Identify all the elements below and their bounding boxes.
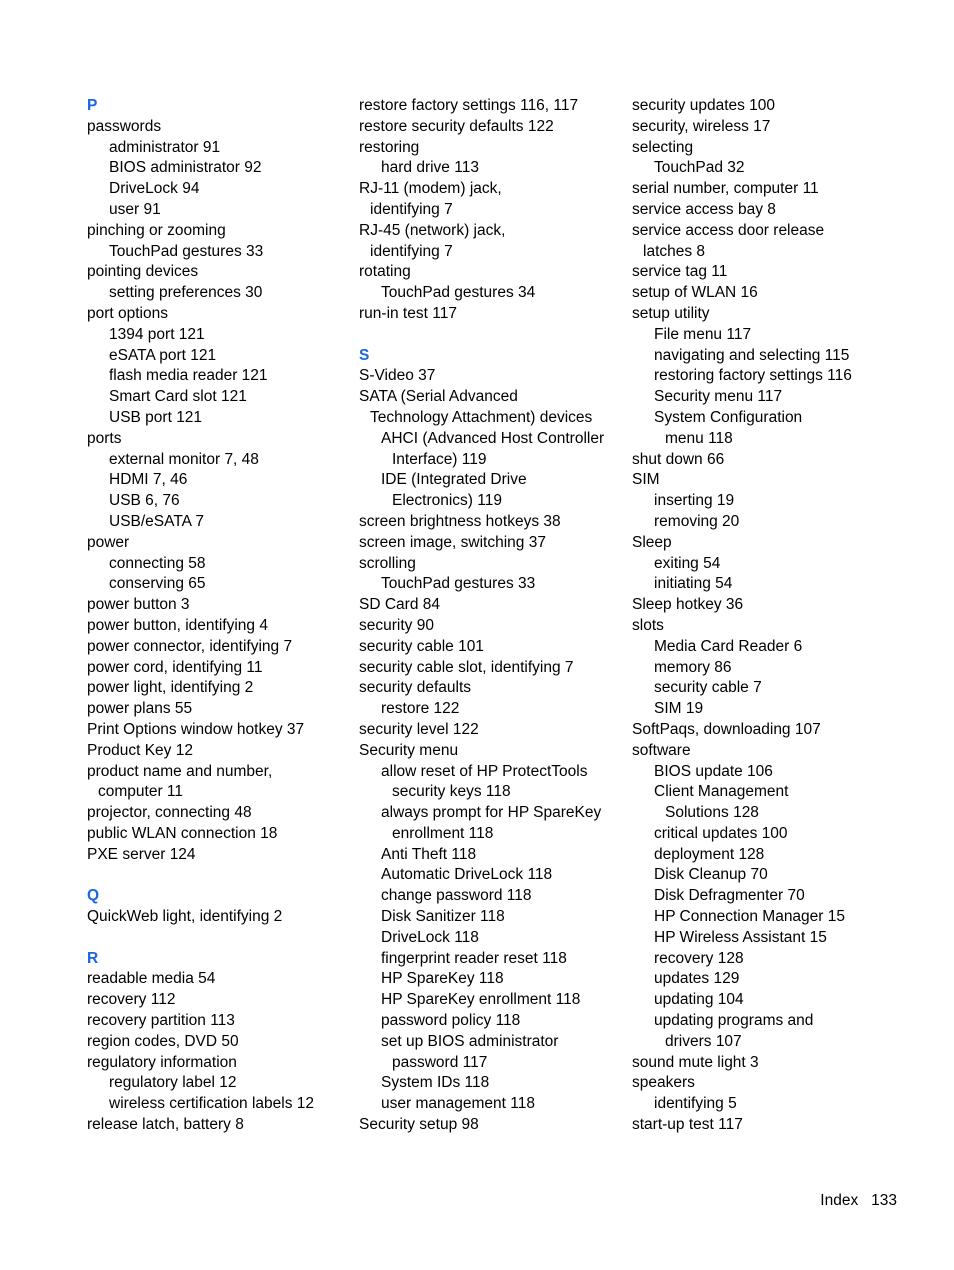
index-subentry-continued: Interface) 119 [392,450,487,468]
index-entry: sound mute light 3 [632,1053,759,1071]
index-subentry: restore 122 [381,700,460,718]
index-entry: restore security defaults 122 [359,117,554,135]
index-entry: public WLAN connection 18 [87,824,278,842]
index-subentry: conserving 65 [109,575,206,593]
index-entry: power [87,533,130,551]
index-subentry: critical updates 100 [654,824,788,842]
index-column-3 [632,96,902,1136]
index-subentry: HDMI 7, 46 [109,471,188,489]
section-letter: R [87,949,99,967]
index-subentry: regulatory label 12 [109,1074,237,1092]
index-entry: scrolling [359,554,416,572]
index-entry: S-Video 37 [359,367,436,385]
index-entry: power plans 55 [87,700,193,718]
index-subentry: setting preferences 30 [109,284,263,302]
index-entry: selecting [632,138,694,156]
index-subentry: always prompt for HP SpareKey [381,804,602,822]
index-entry: PXE server 124 [87,845,196,863]
index-entry: SIM [632,471,660,489]
index-subentry: DriveLock 118 [381,928,479,946]
index-entry-continued: identifying 7 [370,242,453,260]
index-subentry-continued: security keys 118 [392,783,511,801]
index-entry: setup utility [632,304,710,322]
index-entry: Security menu [359,741,459,759]
index-subentry: HP Connection Manager 15 [654,908,846,926]
index-subentry: USB/eSATA 7 [109,512,205,530]
index-subentry: Security menu 117 [654,388,783,406]
index-subentry: AHCI (Advanced Host Controller [381,429,605,447]
index-subentry: exiting 54 [654,554,721,572]
index-entry: region codes, DVD 50 [87,1032,239,1050]
index-subentry: administrator 91 [109,138,221,156]
index-entry: slots [632,616,664,634]
index-entry: speakers [632,1074,695,1092]
index-entry: Sleep [632,533,672,551]
index-subentry-continued: Electronics) 119 [392,492,502,510]
index-entry: pointing devices [87,263,199,281]
index-entry: screen image, switching 37 [359,533,546,551]
index-entry: serial number, computer 11 [632,180,819,198]
index-subentry: HP SpareKey enrollment 118 [381,991,581,1009]
index-entry: Security setup 98 [359,1116,479,1134]
index-entry: RJ-11 (modem) jack, [359,180,502,198]
index-entry: security cable slot, identifying 7 [359,658,574,676]
index-subentry: flash media reader 121 [109,367,268,385]
index-subentry: HP SpareKey 118 [381,970,504,988]
index-subentry: external monitor 7, 48 [109,450,259,468]
index-subentry: TouchPad gestures 34 [381,284,536,302]
index-subentry-continued: Solutions 128 [665,804,759,822]
index-subentry: Disk Sanitizer 118 [381,908,505,926]
index-subentry-continued: drivers 107 [665,1032,742,1050]
index-entry: power button, identifying 4 [87,616,268,634]
index-subentry: System Configuration [654,408,803,426]
index-subentry: allow reset of HP ProtectTools [381,762,588,780]
index-entry: projector, connecting 48 [87,804,252,822]
index-subentry: deployment 128 [654,845,765,863]
index-entry: regulatory information [87,1053,237,1071]
index-subentry: change password 118 [381,887,532,905]
index-entry: screen brightness hotkeys 38 [359,512,561,530]
index-entry-continued: computer 11 [98,783,184,801]
index-subentry: Smart Card slot 121 [109,388,247,406]
index-entry: restoring [359,138,420,156]
index-subentry: Automatic DriveLock 118 [381,866,553,884]
index-entry: recovery 112 [87,991,176,1009]
index-entry: pinching or zooming [87,221,226,239]
index-entry: recovery partition 113 [87,1012,235,1030]
index-entry: SATA (Serial Advanced [359,388,518,406]
section-letter: Q [87,887,100,905]
index-subentry: removing 20 [654,512,740,530]
index-subentry: identifying 5 [654,1095,737,1113]
index-subentry: USB port 121 [109,408,203,426]
index-subentry: TouchPad gestures 33 [381,575,536,593]
index-entry: security 90 [359,616,434,634]
index-subentry: password policy 118 [381,1012,521,1030]
index-entry: product name and number, [87,762,273,780]
index-entry: power button 3 [87,596,190,614]
index-subentry: user 91 [109,200,161,218]
index-subentry: connecting 58 [109,554,206,572]
index-entry: QuickWeb light, identifying 2 [87,908,283,926]
index-subentry: inserting 19 [654,492,735,510]
index-entry-continued: Technology Attachment) devices [370,408,593,426]
index-subentry: restoring factory settings 116 [654,367,852,385]
index-entry: service access door release [632,221,825,239]
index-subentry: eSATA port 121 [109,346,217,364]
index-entry: service access bay 8 [632,200,776,218]
index-subentry: hard drive 113 [381,159,479,177]
index-subentry: SIM 19 [654,700,704,718]
index-entry: power cord, identifying 11 [87,658,263,676]
index-entry: setup of WLAN 16 [632,284,758,302]
index-entry: start-up test 117 [632,1116,743,1134]
index-entry: passwords [87,117,162,135]
index-subentry: security cable 7 [654,679,762,697]
index-subentry: Client Management [654,783,789,801]
index-subentry: Media Card Reader 6 [654,637,803,655]
index-subentry: TouchPad 32 [654,159,745,177]
index-entry: run-in test 117 [359,304,457,322]
index-entry: ports [87,429,122,447]
index-subentry-continued: menu 118 [665,429,733,447]
index-subentry: USB 6, 76 [109,492,180,510]
index-subentry-continued: enrollment 118 [392,824,494,842]
index-subentry: DriveLock 94 [109,180,200,198]
index-subentry: set up BIOS administrator [381,1032,559,1050]
index-column-2 [359,96,629,1136]
index-entry: software [632,741,691,759]
section-gap [87,865,357,886]
index-subentry: TouchPad gestures 33 [109,242,264,260]
index-subentry: memory 86 [654,658,732,676]
index-entry: security, wireless 17 [632,117,771,135]
index-subentry-continued: password 117 [392,1053,488,1071]
index-entry: SoftPaqs, downloading 107 [632,720,821,738]
index-subentry: user management 118 [381,1095,535,1113]
section-gap [87,928,357,949]
index-subentry: System IDs 118 [381,1074,490,1092]
section-letter: P [87,97,98,114]
index-entry: power light, identifying 2 [87,679,254,697]
index-subentry: updating programs and [654,1012,814,1030]
index-entry: power connector, identifying 7 [87,637,293,655]
index-subentry: IDE (Integrated Drive [381,471,527,489]
index-entry-continued: latches 8 [643,242,706,260]
index-subentry: fingerprint reader reset 118 [381,949,567,967]
index-entry: security defaults [359,679,471,697]
index-subentry: navigating and selecting 115 [654,346,850,364]
index-entry-continued: identifying 7 [370,200,453,218]
index-subentry: recovery 128 [654,949,744,967]
index-entry: security updates 100 [632,97,776,114]
index-entry: rotating [359,263,411,281]
index-entry: Sleep hotkey 36 [632,596,744,614]
index-subentry: initiating 54 [654,575,733,593]
index-subentry: 1394 port 121 [109,325,205,343]
index-column-1 [87,96,357,1136]
index-subentry: updates 129 [654,970,740,988]
index-entry: service tag 11 [632,263,728,281]
index-entry: release latch, battery 8 [87,1116,244,1134]
index-subentry: Anti Theft 118 [381,845,477,863]
index-entry: RJ-45 (network) jack, [359,221,506,239]
index-entry: shut down 66 [632,450,725,468]
index-entry: Print Options window hotkey 37 [87,720,305,738]
index-entry: security level 122 [359,720,479,738]
index-subentry: Disk Defragmenter 70 [654,887,805,905]
index-subentry: BIOS update 106 [654,762,773,780]
index-entry: security cable 101 [359,637,484,655]
index-subentry: HP Wireless Assistant 15 [654,928,827,946]
page-footer: Index 133 [820,1192,897,1209]
index-entry: Product Key 12 [87,741,193,759]
index-subentry: updating 104 [654,991,744,1009]
index-subentry: wireless certification labels 12 [109,1095,315,1113]
section-gap [359,325,629,346]
section-letter: S [359,346,370,364]
index-entry: readable media 54 [87,970,216,988]
index-entry: port options [87,304,168,322]
index-subentry: File menu 117 [654,325,752,343]
index-subentry: Disk Cleanup 70 [654,866,768,884]
index-entry: SD Card 84 [359,596,440,614]
index-subentry: BIOS administrator 92 [109,159,262,177]
index-entry: restore factory settings 116, 117 [359,97,579,114]
